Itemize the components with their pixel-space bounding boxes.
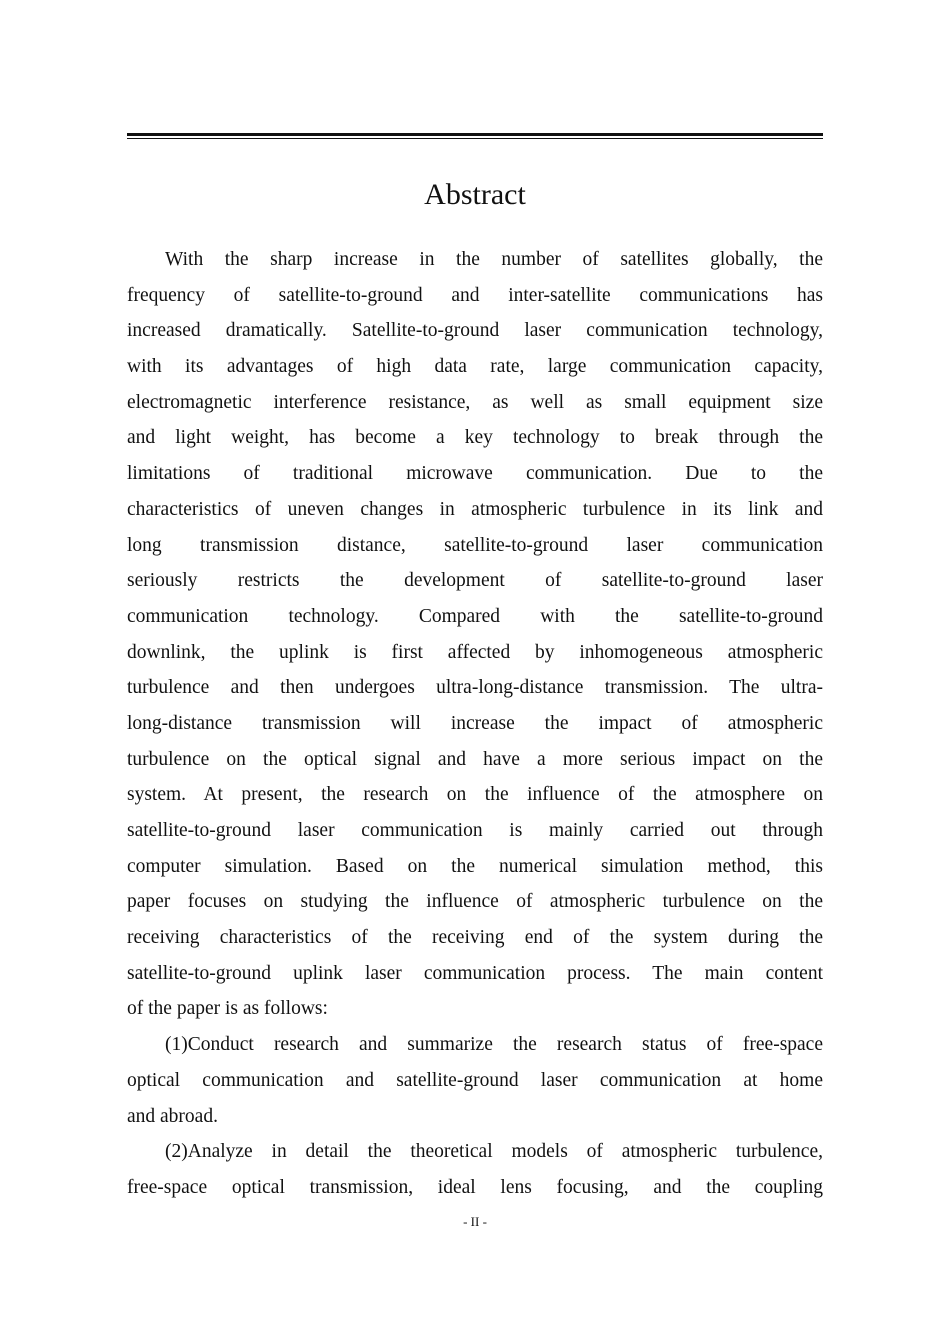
text-line: increased dramatically. Satellite-to-ground laser communication technology, <box>127 320 823 342</box>
text-line: With the sharp increase in the number of satellites globally, the <box>165 249 823 270</box>
text-line: seriously restricts the development of satellite-to-ground laser <box>127 570 823 592</box>
text-line: limitations of traditional microwave communication. Due to the <box>127 463 823 485</box>
text-line: receiving characteristics of the receiving end of the system during the <box>127 927 823 949</box>
text-line: turbulence on the optical signal and have a more serious impact on the <box>127 748 823 770</box>
paragraph <box>127 1134 823 1205</box>
page-number: - II - <box>463 1214 487 1229</box>
text-line: characteristics of uneven changes in atmospheric turbulence in its link and <box>127 498 823 520</box>
page-title: Abstract <box>424 178 526 211</box>
text-line: system. At present, the research on the influence of the atmosphere on <box>127 784 823 806</box>
text-line: satellite-to-ground laser communication is mainly carried out through <box>127 820 823 841</box>
text-line: long-distance transmission will increase the impact of atmospheric <box>127 712 823 734</box>
text-line: satellite-to-ground uplink laser communication process. The main content <box>127 962 823 984</box>
text-line: optical communication and satellite-ground laser communication at home <box>127 1069 823 1091</box>
header-rule-thin <box>127 138 823 140</box>
paragraph <box>127 242 823 1027</box>
text-line: frequency of satellite-to-ground and inter-satellite communications has <box>127 284 823 306</box>
text-line: electromagnetic interference resistance, as well as small equipment size <box>127 391 823 413</box>
text-line: and light weight, has become a key technology to break through the <box>127 427 823 449</box>
header-rule-thick <box>127 133 823 136</box>
text-line: of the paper is as follows: <box>127 998 328 1020</box>
abstract-body <box>127 242 823 1206</box>
text-line: computer simulation. Based on the numerical simulation method, this <box>127 855 823 877</box>
text-line: downlink, the uplink is first affected by inhomogeneous atmospheric <box>127 641 823 663</box>
paragraph <box>127 1027 823 1134</box>
text-line: free-space optical transmission, ideal lens focusing, and the coupling <box>127 1176 823 1198</box>
text-line: long transmission distance, satellite-to-ground laser communication <box>127 534 823 556</box>
text-line: turbulence and then undergoes ultra-long-distance transmission. The ultra- <box>127 677 823 699</box>
text-line: and abroad. <box>127 1105 218 1127</box>
text-line: (1)Conduct research and summarize the research status of free-space <box>165 1034 823 1056</box>
text-line: (2)Analyze in detail the theoretical models of atmospheric turbulence, <box>165 1141 823 1163</box>
text-line: paper focuses on studying the influence of atmospheric turbulence on the <box>127 891 823 913</box>
text-line: communication technology. Compared with the satellite-to-ground <box>127 605 823 627</box>
text-line: with its advantages of high data rate, large communication capacity, <box>127 356 823 378</box>
